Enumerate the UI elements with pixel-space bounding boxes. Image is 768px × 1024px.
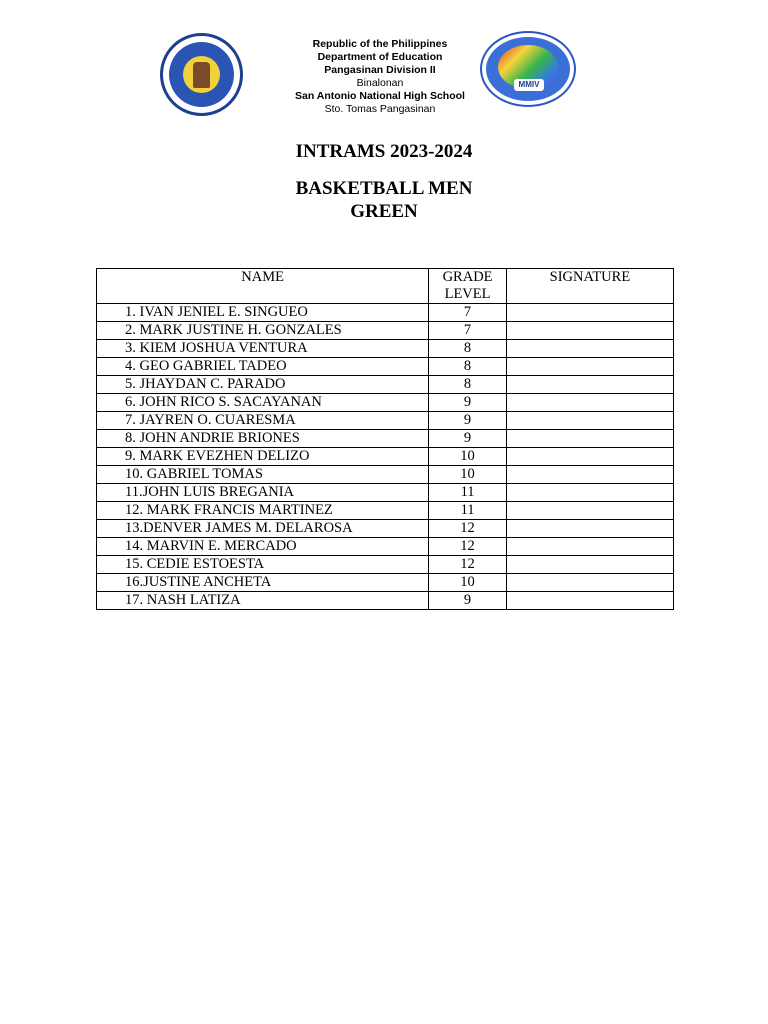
header-signature: SIGNATURE [506,269,673,304]
table-row [97,538,674,556]
page-title: INTRAMS 2023-2024 [295,141,473,162]
player-name-cell: 12. MARK FRANCIS MARTINEZ [97,502,429,520]
player-name-cell: 17. NASH LATIZA [97,592,429,610]
address-line-6: Sto. Tomas Pangasinan [324,103,436,115]
grade-level-cell: 9 [429,430,507,448]
grade-level-cell: 9 [429,592,507,610]
grade-level-cell: 11 [429,502,507,520]
signature-cell[interactable] [506,304,673,322]
grade-level-cell: 8 [429,340,507,358]
signature-cell[interactable] [506,358,673,376]
table-row [97,376,674,394]
signature-cell[interactable] [506,556,673,574]
roster-table [96,268,674,610]
signature-cell[interactable] [506,430,673,448]
signature-cell[interactable] [506,448,673,466]
school-address-block [280,38,480,116]
grade-level-cell: 12 [429,538,507,556]
signature-cell[interactable] [506,466,673,484]
signature-cell[interactable] [506,340,673,358]
table-row [97,340,674,358]
table-row [97,574,674,592]
team-title: GREEN [350,201,418,222]
player-name-cell: 14. MARVIN E. MERCADO [97,538,429,556]
address-line-5: San Antonio National High School [295,90,465,102]
player-name-cell: 15. CEDIE ESTOESTA [97,556,429,574]
signature-cell[interactable] [506,574,673,592]
player-name-cell: 3. KIEM JOSHUA VENTURA [97,340,429,358]
player-name-cell: 4. GEO GABRIEL TADEO [97,358,429,376]
player-name-cell: 16.JUSTINE ANCHETA [97,574,429,592]
address-line-4: Binalonan [356,77,404,89]
grade-level-cell: 8 [429,358,507,376]
school-seal-icon [480,31,576,107]
signature-cell[interactable] [506,412,673,430]
grade-level-cell: 9 [429,394,507,412]
player-name-cell: 5. JHAYDAN C. PARADO [97,376,429,394]
signature-cell[interactable] [506,502,673,520]
table-row [97,394,674,412]
player-name-cell: 1. IVAN JENIEL E. SINGUEO [97,304,429,322]
grade-level-cell: 11 [429,484,507,502]
grade-level-cell: 10 [429,466,507,484]
table-row [97,502,674,520]
table-row [97,556,674,574]
table-row [97,520,674,538]
player-name-cell: 6. JOHN RICO S. SACAYANAN [97,394,429,412]
document-header [0,0,768,120]
table-row [97,430,674,448]
player-name-cell: 2. MARK JUSTINE H. GONZALES [97,322,429,340]
grade-level-cell: 12 [429,520,507,538]
table-row [97,358,674,376]
player-name-cell: 7. JAYREN O. CUARESMA [97,412,429,430]
grade-level-cell: 8 [429,376,507,394]
player-name-cell: 10. GABRIEL TOMAS [97,466,429,484]
grade-level-cell: 12 [429,556,507,574]
header-grade-level [429,269,507,304]
signature-cell[interactable] [506,520,673,538]
table-row [97,484,674,502]
player-name-cell: 13.DENVER JAMES M. DELAROSA [97,520,429,538]
header-grade-line1: GRADE [442,269,493,285]
player-name-cell: 9. MARK EVEZHEN DELIZO [97,448,429,466]
header-name: NAME [97,269,429,304]
grade-level-cell: 10 [429,448,507,466]
grade-level-cell: 9 [429,412,507,430]
grade-level-cell: 7 [429,322,507,340]
grade-level-cell: 7 [429,304,507,322]
table-header-row [97,269,674,304]
roster-body [97,304,674,610]
event-title: BASKETBALL MEN [295,178,473,199]
school-seal-badge: MMIV [514,79,544,91]
address-line-1: Republic of the Philippines [312,38,448,50]
signature-cell[interactable] [506,376,673,394]
table-row [97,592,674,610]
deped-seal-icon [160,33,243,116]
signature-cell[interactable] [506,394,673,412]
signature-cell[interactable] [506,592,673,610]
grade-level-cell: 10 [429,574,507,592]
table-row [97,412,674,430]
table-row [97,304,674,322]
player-name-cell: 8. JOHN ANDRIE BRIONES [97,430,429,448]
signature-cell[interactable] [506,322,673,340]
player-name-cell: 11.JOHN LUIS BREGANIA [97,484,429,502]
signature-cell[interactable] [506,538,673,556]
table-row [97,322,674,340]
header-grade-line2: LEVEL [444,286,491,302]
table-row [97,448,674,466]
table-row [97,466,674,484]
signature-cell[interactable] [506,484,673,502]
address-line-3: Pangasinan Division II [324,64,436,76]
address-line-2: Department of Education [317,51,443,63]
